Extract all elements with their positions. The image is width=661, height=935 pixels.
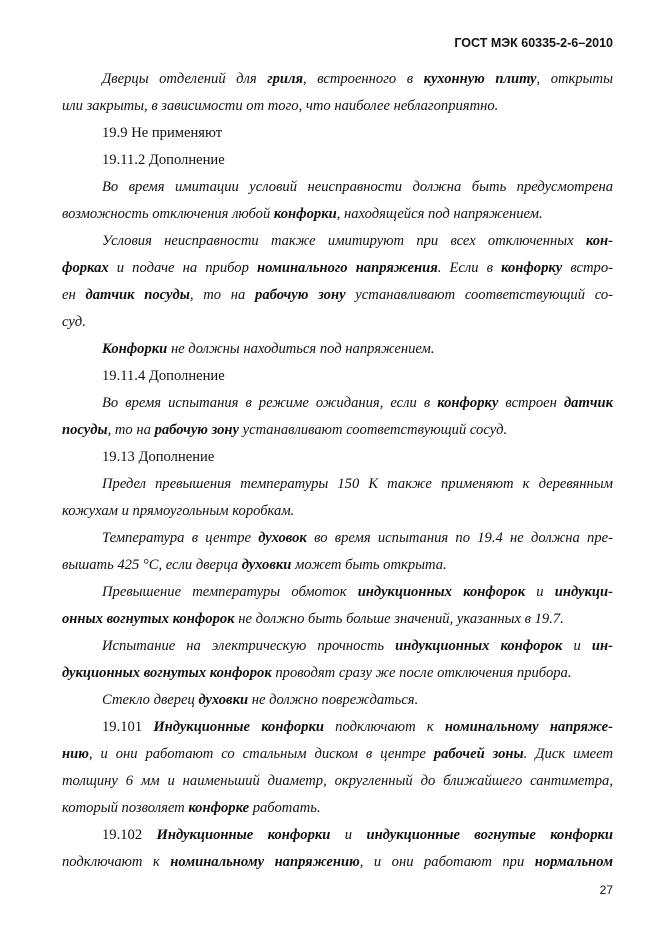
- text-segment: или закрыты, в зависимости от того, что наиболее неблагоприятно.: [62, 98, 499, 114]
- text-line: [62, 417, 613, 444]
- bold-term: рабочую зону: [154, 422, 239, 438]
- bold-term: кухонную плиту: [423, 71, 537, 87]
- text-segment: подключают к: [62, 854, 171, 870]
- text-line: [62, 66, 613, 93]
- text-line: [62, 471, 613, 498]
- text-segment: 19.9 Не применяют: [102, 125, 223, 141]
- text-segment: во время испытания по 19.4 не должна пре-: [306, 530, 613, 546]
- bold-term: индукционные вогнутые конфорки: [366, 827, 613, 843]
- bold-term: духовок: [258, 530, 307, 546]
- text-line: [62, 660, 613, 687]
- bold-term: номинальному напряжению: [170, 854, 360, 870]
- bold-term: Индукционные конфорки: [156, 827, 331, 843]
- text-segment: Температура в центре: [102, 530, 259, 546]
- text-segment: Во время испытания в режиме ожидания, если в: [102, 395, 438, 411]
- text-line: [62, 687, 613, 714]
- text-line: [62, 363, 613, 390]
- text-segment: . Диск имеет: [523, 746, 613, 762]
- text-line: [62, 282, 613, 309]
- text-segment: не должны находиться под напряжением.: [167, 341, 435, 357]
- text-line: [62, 849, 613, 876]
- bold-term: Индукционные конфорки: [153, 719, 324, 735]
- bold-term: рабочую зону: [255, 287, 346, 303]
- text-segment: устанавливают соответствующий со-: [345, 287, 613, 303]
- text-segment: 19.102: [102, 827, 157, 843]
- bold-term: духовки: [241, 557, 292, 573]
- bold-term: нормальном: [534, 854, 613, 870]
- text-segment: 19.11.4 Дополнение: [102, 368, 225, 384]
- text-segment: не должно повреждаться.: [248, 692, 419, 708]
- text-segment: 19.101: [102, 719, 154, 735]
- bold-term: датчик: [563, 395, 613, 411]
- text-line: [62, 201, 613, 228]
- text-segment: 19.11.2 Дополнение: [102, 152, 225, 168]
- text-line: [62, 147, 613, 174]
- text-segment: Испытание на электрическую прочность: [102, 638, 396, 654]
- bold-term: конфорки: [273, 206, 337, 222]
- text-line: [62, 525, 613, 552]
- text-line: [62, 390, 613, 417]
- bold-term: конфорку: [437, 395, 499, 411]
- bold-term: Конфорки: [102, 341, 168, 357]
- text-line: [62, 552, 613, 579]
- text-line: [62, 120, 613, 147]
- text-segment: толщину 6 мм и наименьший диаметр, округленный до ближайшего сантиметра,: [62, 773, 613, 789]
- text-segment: и: [562, 638, 592, 654]
- text-line: [62, 255, 613, 282]
- bold-term: конфорку: [501, 260, 563, 276]
- bold-term: ин-: [591, 638, 613, 654]
- text-segment: и: [330, 827, 367, 843]
- text-line: [62, 822, 613, 849]
- bold-term: индукционных конфорок: [357, 584, 526, 600]
- text-segment: 19.13 Дополнение: [102, 449, 215, 465]
- text-segment: и подаче на прибор: [108, 260, 257, 276]
- text-segment: суд.: [62, 314, 86, 330]
- bold-term: номинальному напряже-: [444, 719, 613, 735]
- text-segment: не должно быть больше значений, указанных в 19.7.: [234, 611, 564, 627]
- text-line: [62, 336, 613, 363]
- bold-term: номинального напряжения: [257, 260, 438, 276]
- bold-term: посуды: [62, 422, 108, 438]
- text-segment: , встроенного в: [303, 71, 424, 87]
- text-segment: Условия неисправности также имитируют при всех отключенных: [102, 233, 586, 249]
- bold-term: кон-: [585, 233, 613, 249]
- text-segment: , то на: [107, 422, 155, 438]
- bold-term: конфорке: [188, 800, 250, 816]
- text-segment: возможность отключения любой: [62, 206, 274, 222]
- text-segment: , и они работают со стальным диском в центре: [88, 746, 434, 762]
- text-segment: встроен: [498, 395, 564, 411]
- text-line: [62, 633, 613, 660]
- text-segment: может быть открыта.: [291, 557, 447, 573]
- text-segment: , находящейся под напряжением.: [336, 206, 543, 222]
- text-line: [62, 579, 613, 606]
- bold-term: индукционных конфорок: [395, 638, 563, 654]
- text-line: [62, 228, 613, 255]
- bold-term: онных вогнутых конфорок: [62, 611, 235, 627]
- text-segment: , открыты: [536, 71, 613, 87]
- text-segment: вышать 425 °С, если дверца: [62, 557, 242, 573]
- text-line: [62, 795, 613, 822]
- text-segment: Дверцы отделений для: [102, 71, 268, 87]
- text-segment: Превышение температуры обмоток: [102, 584, 358, 600]
- text-segment: ен: [62, 287, 86, 303]
- bold-term: датчик посуды: [85, 287, 190, 303]
- text-line: [62, 714, 613, 741]
- standard-header: ГОСТ МЭК 60335-2-6–2010: [454, 36, 613, 50]
- text-segment: , и они работают при: [359, 854, 535, 870]
- document-body: [62, 66, 613, 876]
- text-segment: Во время имитации условий неисправности должна быть предусмотрена: [102, 179, 613, 195]
- text-line: [62, 741, 613, 768]
- text-segment: работать.: [249, 800, 321, 816]
- text-segment: и: [525, 584, 555, 600]
- text-segment: Стекло дверец: [102, 692, 199, 708]
- text-segment: . Если в: [437, 260, 502, 276]
- bold-term: индукци-: [554, 584, 613, 600]
- text-segment: Предел превышения температуры 150 К также применяют к деревянным: [102, 476, 613, 492]
- text-segment: , то на: [189, 287, 256, 303]
- text-line: [62, 768, 613, 795]
- text-segment: который позволяет: [62, 800, 189, 816]
- page-number: 27: [599, 883, 613, 897]
- bold-term: духовки: [198, 692, 249, 708]
- bold-term: форках: [62, 260, 109, 276]
- text-line: [62, 309, 613, 336]
- text-segment: подключают к: [324, 719, 445, 735]
- text-line: [62, 498, 613, 525]
- bold-term: гриля: [267, 71, 304, 87]
- text-segment: встро-: [562, 260, 613, 276]
- text-line: [62, 444, 613, 471]
- text-segment: проводят сразу же после отключения прибора.: [271, 665, 572, 681]
- text-line: [62, 606, 613, 633]
- bold-term: дукционных вогнутых конфорок: [62, 665, 272, 681]
- text-line: [62, 93, 613, 120]
- text-line: [62, 174, 613, 201]
- bold-term: нию: [62, 746, 89, 762]
- text-segment: кожухам и прямоугольным коробкам.: [62, 503, 295, 519]
- text-segment: устанавливают соответствующий сосуд.: [238, 422, 508, 438]
- bold-term: рабочей зоны: [433, 746, 524, 762]
